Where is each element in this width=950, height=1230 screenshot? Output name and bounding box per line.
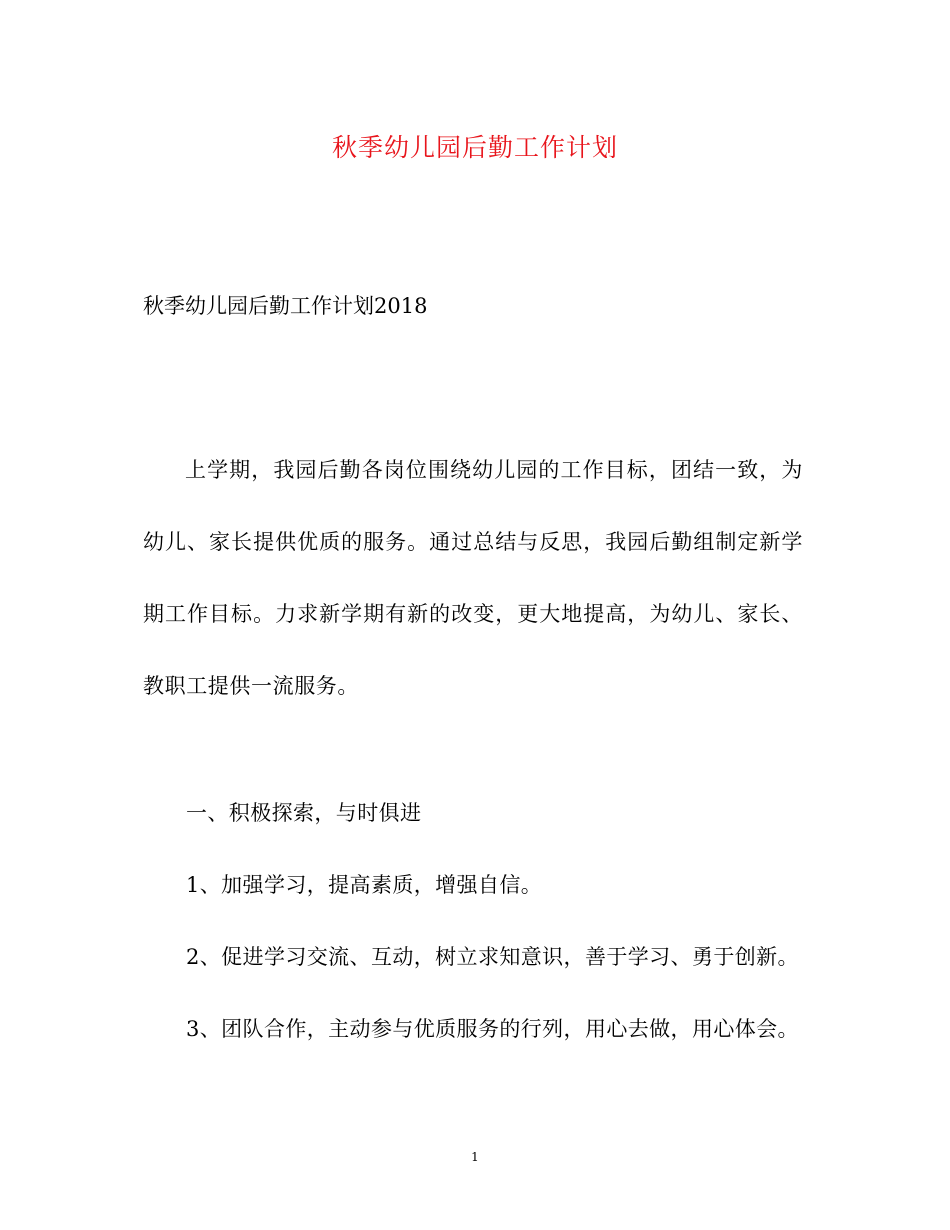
- page-number: 1: [471, 1150, 479, 1164]
- list-item: 3、团队合作，主动参与优质服务的行列，用心去做，用心体会。: [186, 1017, 799, 1041]
- section-heading: 一、积极探索，与时俱进: [186, 801, 422, 825]
- document-subtitle: 秋季幼儿园后勤工作计划2018: [143, 294, 428, 318]
- list-item: 2、促进学习交流、互动，树立求知意识，善于学习、勇于创新。: [186, 945, 799, 969]
- list-item: 1、加强学习，提高素质，增强自信。: [186, 873, 543, 897]
- document-title: 秋季幼儿园后勤工作计划: [331, 133, 618, 162]
- intro-paragraph: 上学期，我园后勤各岗位围绕幼儿园的工作目标，团结一致，为幼儿、家长提供优质的服务。通过总结与反思，我园后勤组制定新学期工作目标。力求新学期有新的改变，更大地提高，为幼儿、家长、教职工提供一流服务。: [143, 458, 803, 698]
